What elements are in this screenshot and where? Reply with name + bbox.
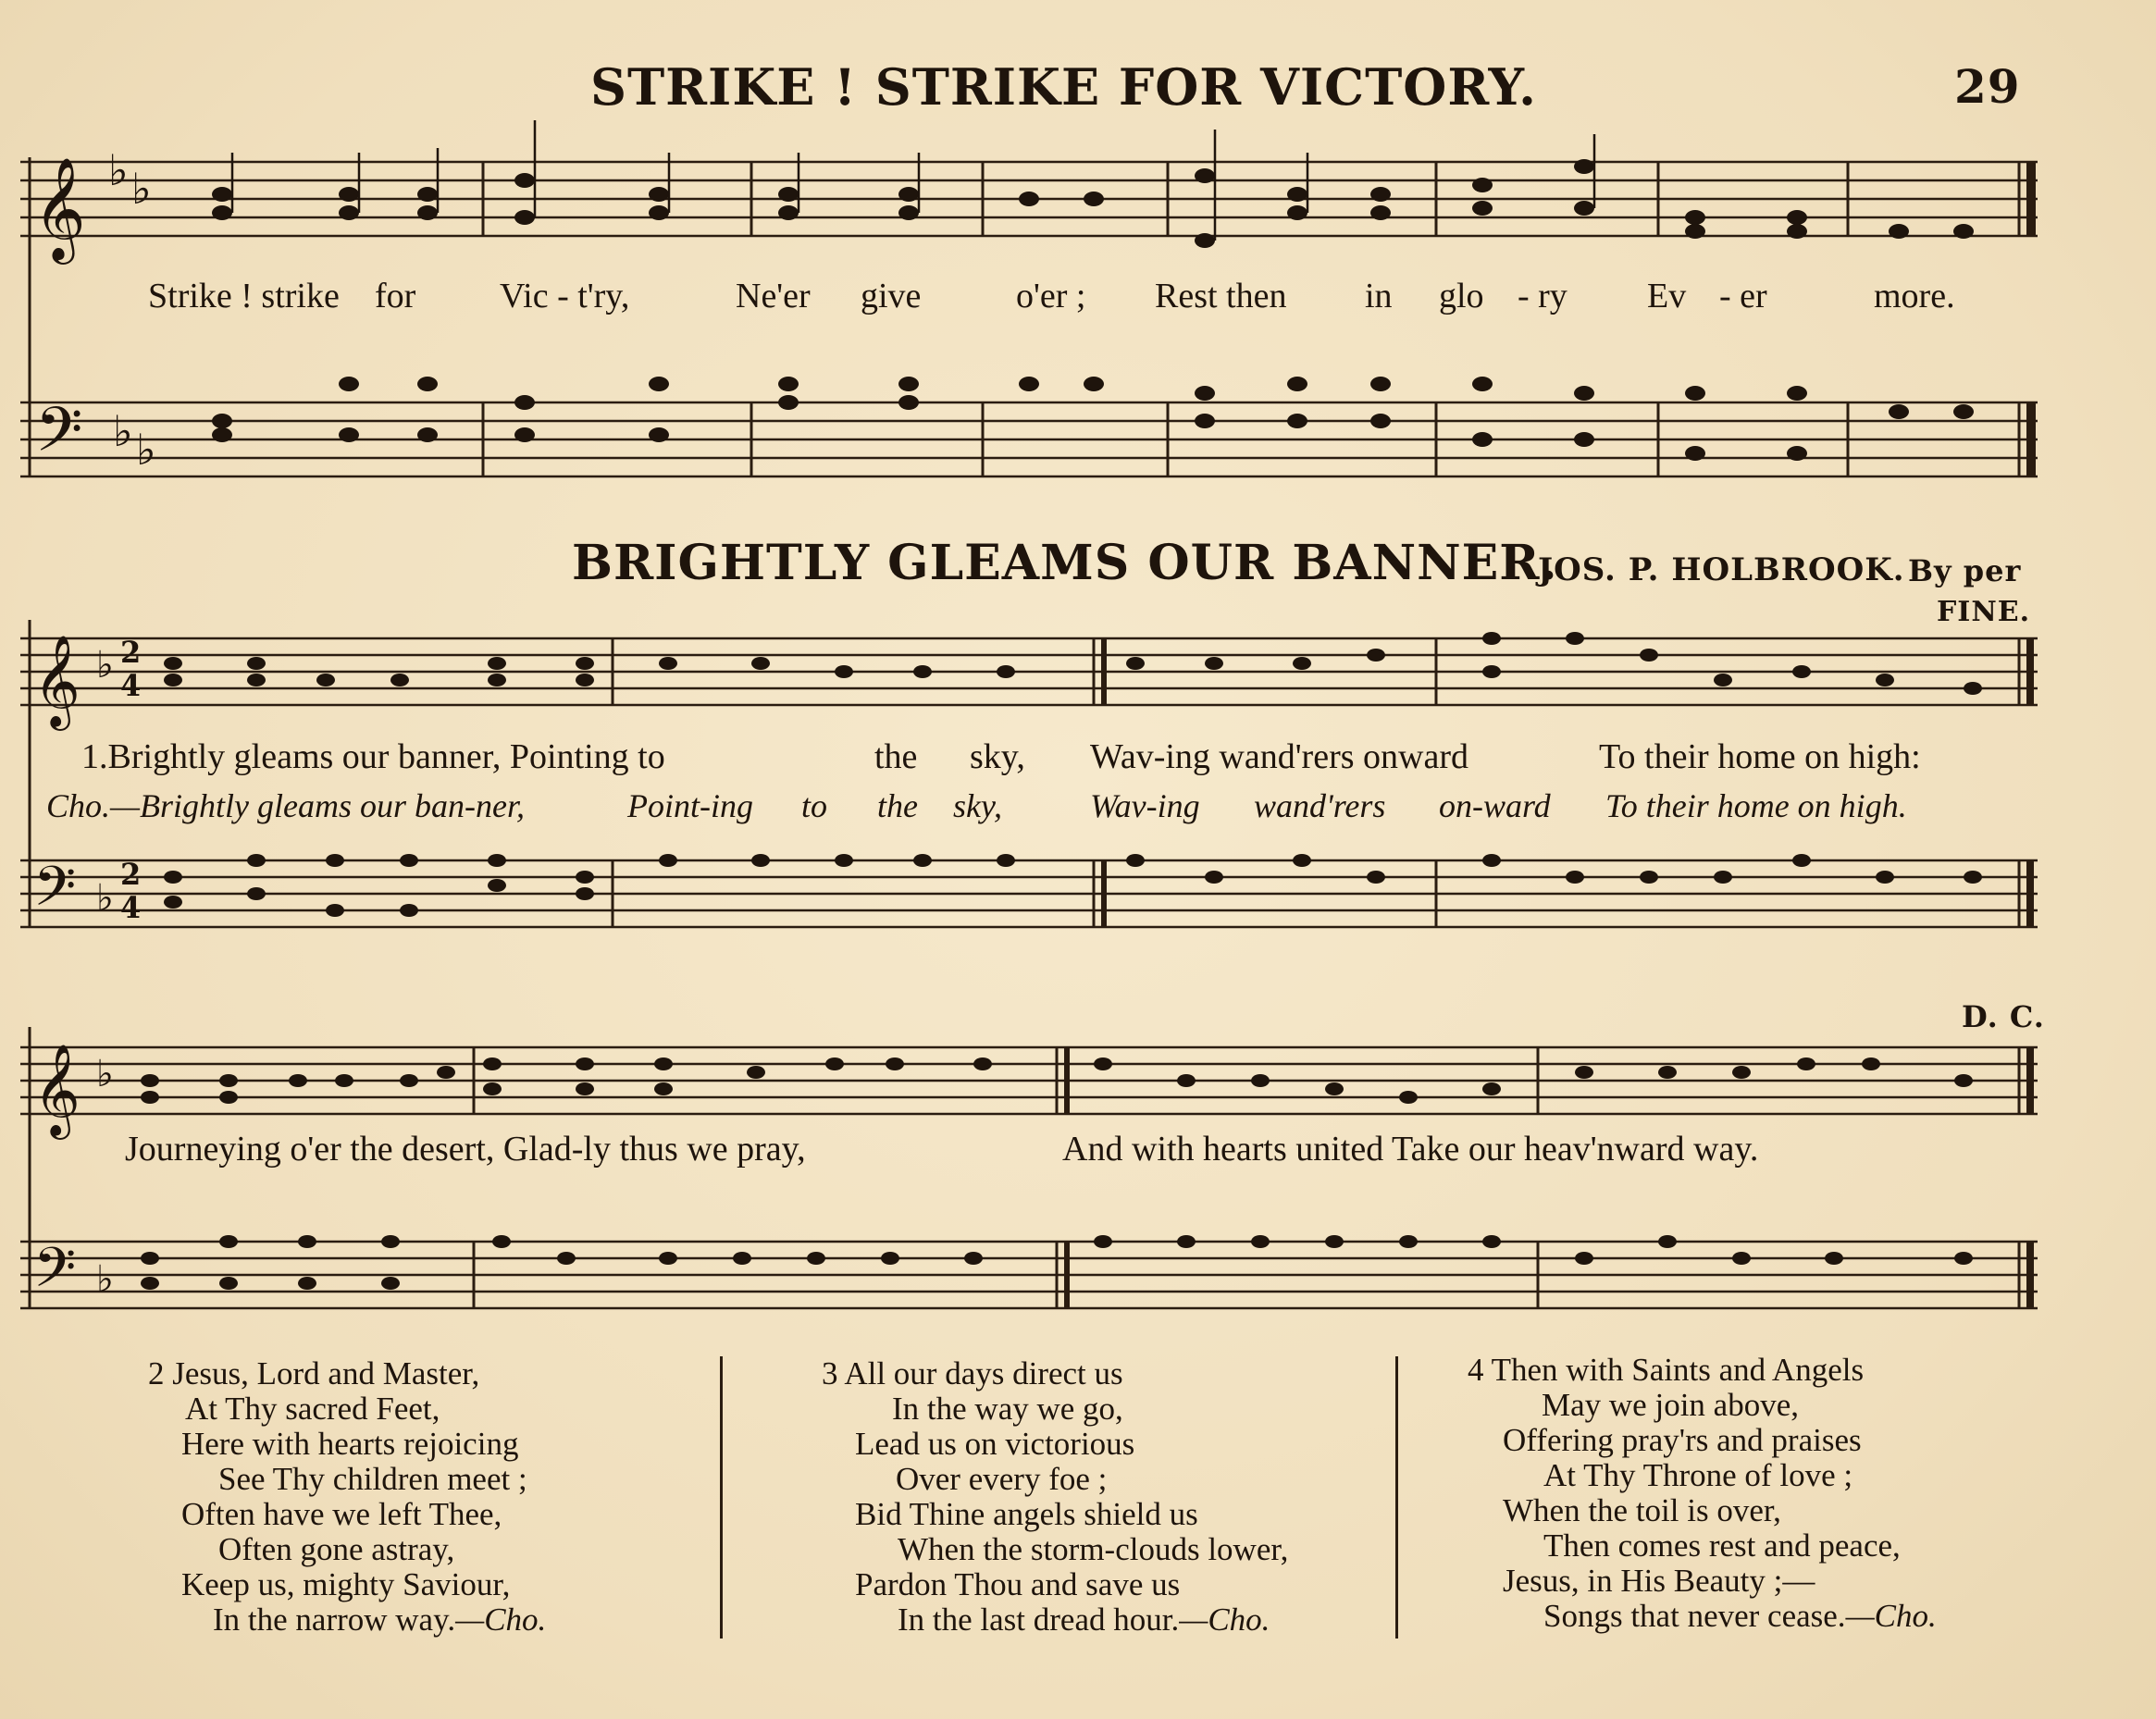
song2-verse1-line2b: And with hearts united Take our heav'nward way.: [1062, 1130, 1759, 1169]
song2-verse1-line1d: Wav-ing wand'rers onward: [1090, 737, 1468, 776]
song2-verse1-line1: 1.Brightly gleams our banner, Pointing to: [81, 737, 665, 776]
svg-text:𝄞: 𝄞: [33, 635, 81, 727]
song1-title: STRIKE ! STRIKE FOR VICTORY.: [590, 57, 1537, 117]
song2-chorus-7: wand'rers: [1254, 787, 1386, 824]
song1-lyric-7: Rest then: [1155, 277, 1287, 315]
verse-2: [148, 1356, 546, 1638]
verse-3-line-7: Pardon Thou and save us: [855, 1566, 1181, 1602]
verse-4-line-7: Jesus, in His Beauty ;—: [1503, 1563, 1815, 1599]
song2-verse1-line2: Journeying o'er the desert, Glad-ly thus we pray,: [125, 1130, 806, 1169]
verse-3-line-1: 3 All our days direct us: [822, 1355, 1123, 1391]
verse-4-line-2: May we join above,: [1542, 1387, 1799, 1423]
verse-2-line-2: At Thy sacred Feet,: [185, 1391, 440, 1427]
page-number: 29: [1954, 59, 2021, 114]
verse-3-line-3: Lead us on victorious: [855, 1426, 1135, 1462]
song2-chorus-5: sky,: [953, 787, 1002, 824]
song2-chorus-6: Wav-ing: [1090, 787, 1200, 824]
verse-4: [1468, 1353, 1937, 1634]
verse-4-cho: —Cho.: [1845, 1598, 1937, 1634]
svg-text:♭: ♭: [108, 145, 129, 195]
verse-divider-2: [1395, 1356, 1398, 1639]
svg-text:♭: ♭: [96, 1053, 114, 1095]
verse-2-line-6: Often gone astray,: [218, 1531, 455, 1567]
verse-divider-1: [720, 1356, 723, 1639]
song1-lyric-10: - ry: [1518, 277, 1567, 315]
song1-lyric-2: for: [375, 277, 416, 315]
song2-chorus-9: To their home on high.: [1605, 787, 1907, 824]
svg-text:♭: ♭: [96, 644, 114, 686]
verse-4-line-8: Songs that never cease.: [1543, 1598, 1846, 1634]
song1-lyric-8: in: [1365, 277, 1393, 315]
song2-chorus-1: Cho.—Brightly gleams our ban-ner,: [46, 787, 525, 824]
svg-text:♭: ♭: [96, 877, 114, 920]
song1-lyric-13: more.: [1874, 277, 1955, 315]
verse-3-line-6: When the storm-clouds lower,: [898, 1531, 1289, 1567]
verse-3-line-4: Over every foe ;: [896, 1461, 1108, 1497]
verse-2-line-5: Often have we left Thee,: [181, 1496, 502, 1532]
svg-text:4: 4: [120, 668, 142, 703]
verse-3-cho: —Cho.: [1179, 1602, 1270, 1638]
song2-verse1-line1b: the: [874, 737, 918, 776]
svg-text:♭: ♭: [131, 164, 152, 214]
song2-dc: D. C.: [1962, 999, 2045, 1034]
svg-text:2: 2: [120, 635, 142, 670]
song2-chorus-3: to: [801, 787, 828, 824]
verse-4-line-5: When the toil is over,: [1503, 1492, 1781, 1528]
verse-3-line-2: In the way we go,: [892, 1391, 1123, 1427]
svg-text:2: 2: [120, 857, 142, 892]
song2-chorus-2: Point-ing: [627, 787, 753, 824]
svg-text:𝄢: 𝄢: [33, 1235, 77, 1313]
svg-text:4: 4: [120, 890, 142, 925]
bass-clef-icon: 𝄢: [35, 394, 83, 480]
svg-text:♭: ♭: [113, 406, 133, 456]
song2-permission: By per: [1908, 553, 2022, 588]
song2-bass-staff-2: [20, 1223, 2056, 1343]
song1-lyric-11: Ev: [1647, 277, 1687, 315]
verse-2-cho: —Cho.: [455, 1602, 547, 1638]
song1-lyric-12: - er: [1719, 277, 1767, 315]
verse-4-line-4: At Thy Throne of love ;: [1543, 1457, 1853, 1493]
song1-lyric-4: Ne'er: [736, 277, 811, 315]
song1-lyric-5: give: [861, 277, 922, 315]
song1-lyric-9: glo: [1439, 277, 1484, 315]
song2-fine: FINE.: [1937, 596, 2031, 628]
svg-text:𝄞: 𝄞: [33, 1044, 81, 1136]
verse-4-line-6: Then comes rest and peace,: [1543, 1527, 1901, 1564]
treble-clef-icon: 𝄞: [33, 156, 86, 260]
verse-2-line-8: In the narrow way.: [213, 1602, 456, 1638]
verse-4-line-3: Offering pray'rs and praises: [1503, 1422, 1862, 1458]
song2-title: BRIGHTLY GLEAMS OUR BANNER.: [572, 535, 1558, 591]
verse-4-line-1: 4 Then with Saints and Angels: [1468, 1352, 1865, 1388]
song2-composer: JOS. P. HOLBROOK.: [1538, 551, 1905, 588]
svg-text:♭: ♭: [96, 1258, 114, 1301]
song1-lyric-1: Strike ! strike: [148, 277, 340, 315]
song1-treble-staff: [20, 139, 2056, 268]
svg-text:𝄢: 𝄢: [33, 854, 77, 932]
verse-3: [822, 1356, 1288, 1638]
verse-2-line-3: Here with hearts rejoicing: [181, 1426, 519, 1462]
song1-lyric-6: o'er ;: [1016, 277, 1086, 315]
verse-2-line-1: 2 Jesus, Lord and Master,: [148, 1355, 480, 1391]
song2-verse1-line1e: To their home on high:: [1599, 737, 1921, 776]
song2-chorus-8: on-ward: [1439, 787, 1551, 824]
song2-chorus-4: the: [877, 787, 918, 824]
verse-2-line-4: See Thy children meet ;: [218, 1461, 527, 1497]
song2-bass-staff-1: [20, 842, 2056, 962]
song2-treble-staff-1: [20, 620, 2056, 740]
song1-bass-staff: [20, 379, 2056, 518]
verse-3-line-8: In the last dread hour.: [898, 1602, 1180, 1638]
song1-lyric-3: Vic - t'ry,: [500, 277, 630, 315]
verse-2-line-7: Keep us, mighty Saviour,: [181, 1566, 511, 1602]
svg-text:♭: ♭: [136, 425, 156, 475]
song2-verse1-line1c: sky,: [970, 737, 1025, 776]
verse-3-line-5: Bid Thine angels shield us: [855, 1496, 1198, 1532]
